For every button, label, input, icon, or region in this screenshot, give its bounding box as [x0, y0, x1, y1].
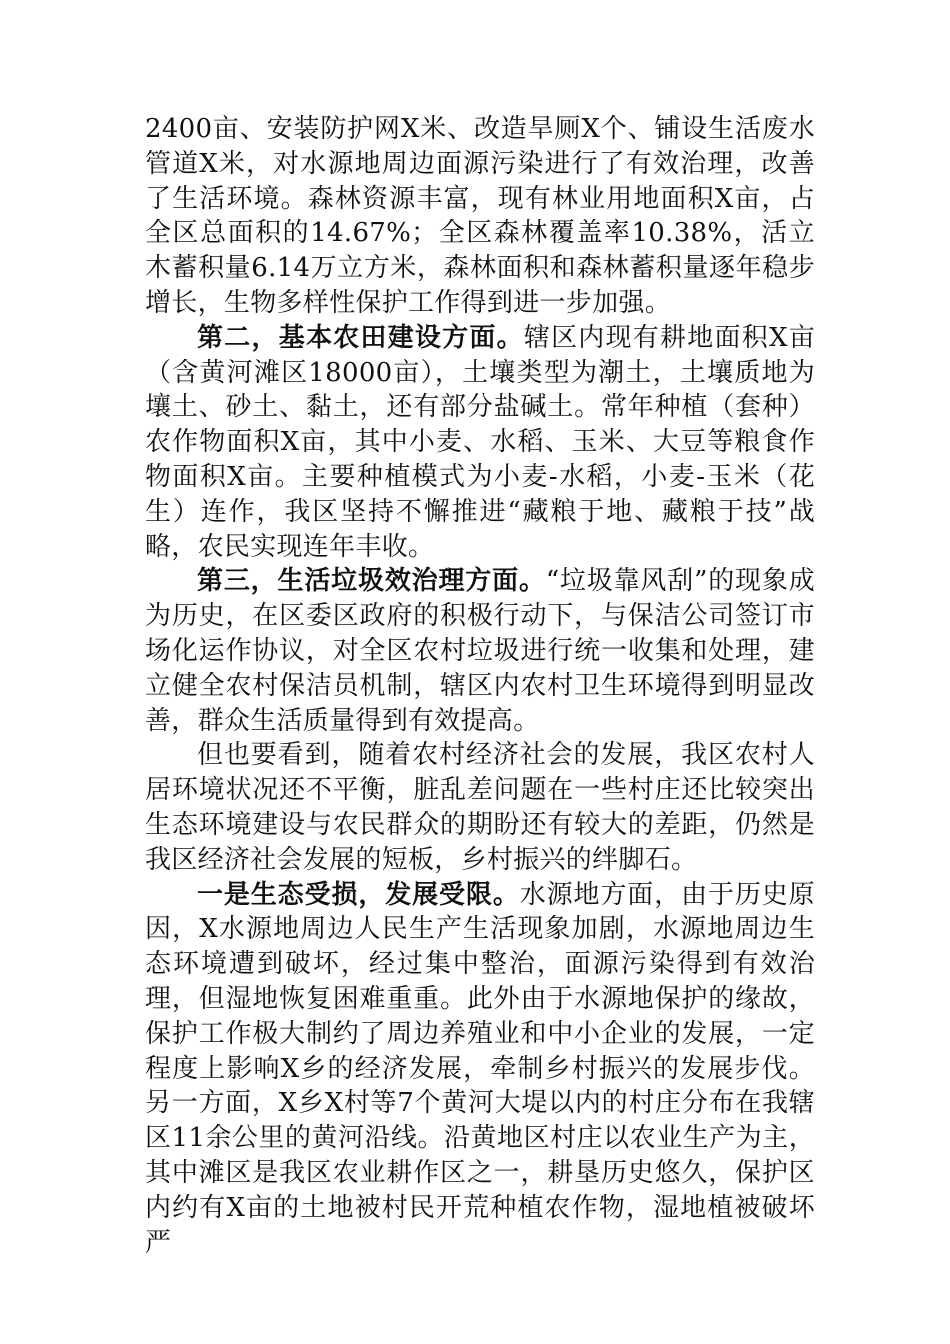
paragraph-text: “垃圾靠风刮”的现象成为历史，在区委区政府的积极行动下，与保洁公司签订市场化运作协议，对全区农村垃圾进行统一收集和处理，建立健全农村保洁员机制，辖区内农村卫生环境得到明显改善，群众生活质量得到有效提高。 [145, 566, 816, 736]
paragraph-text: 辖区内现有耕地面积X亩（含黄河滩区18000亩），土壤类型为潮土，土壤质地为壤土、砂土、黏土，还有部分盐碱土。常年种植（套种）农作物面积X亩，其中小麦、水稻、玉米、大豆等粮食作物面积X亩。主要种植模式为小麦-水稻，小麦-玉米（花生）连作，我区坚持不懈推进“藏粮于地、藏粮于技”战略，农民实现连年丰收。 [145, 322, 815, 562]
paragraph-forest-resources [145, 112, 815, 321]
paragraph-garbage [145, 564, 815, 738]
paragraph-text: 水源地方面，由于历史原因，X水源地周边人民生产生活现象加剧，水源地周边生态环境遭到破坏，经过集中整治，面源污染得到有效治理，但湿地恢复困难重重。此外由于水源地保护的缘故，保护工作极大制约了周边养殖业和中小企业的发展，一定程度上影响X乡的经济发展，牵制乡村振兴的发展步伐。另一方面，X乡X村等7个黄河大堤以内的村庄分布在我辖区11余公里的黄河沿线。沿黄地区村庄以农业生产为主，其中滩区是我区农业耕作区之一，耕垦历史悠久，保护区内约有X亩的土地被村民开荒种植农作物，湿地植被破坏严 [145, 879, 815, 1258]
paragraph-text: 但也要看到，随着农村经济社会的发展，我区农村人居环境状况还不平衡，脏乱差问题在一些村庄还比较突出生态环境建设与农民群众的期盼还有较大的差距，仍然是我区经济社会发展的短板，乡村振兴的绊脚石。 [145, 740, 815, 875]
paragraph-text: 2400亩、安装防护网X米、改造旱厕X个、铺设生活废水管道X米，对水源地周边面源污染进行了有效治理，改善了生活环境。森林资源丰富，现有林业用地面积X亩，占全区总面积的14.67%；全区森林覆盖率10.38%，活立木蓄积量6.14万立方米，森林面积和森林蓄积量逐年稳步增长，生物多样性保护工作得到进一步加强。 [145, 114, 815, 318]
paragraph-farmland [145, 321, 815, 565]
paragraph-heading: 第二，基本农田建设方面。 [197, 322, 524, 353]
document-body [145, 112, 815, 1260]
paragraph-problems [145, 738, 815, 877]
paragraph-heading: 一是生态受损，发展受限。 [197, 879, 520, 910]
paragraph-heading: 第三，生活垃圾效治理方面。 [197, 566, 546, 597]
paragraph-ecology [145, 878, 815, 1261]
